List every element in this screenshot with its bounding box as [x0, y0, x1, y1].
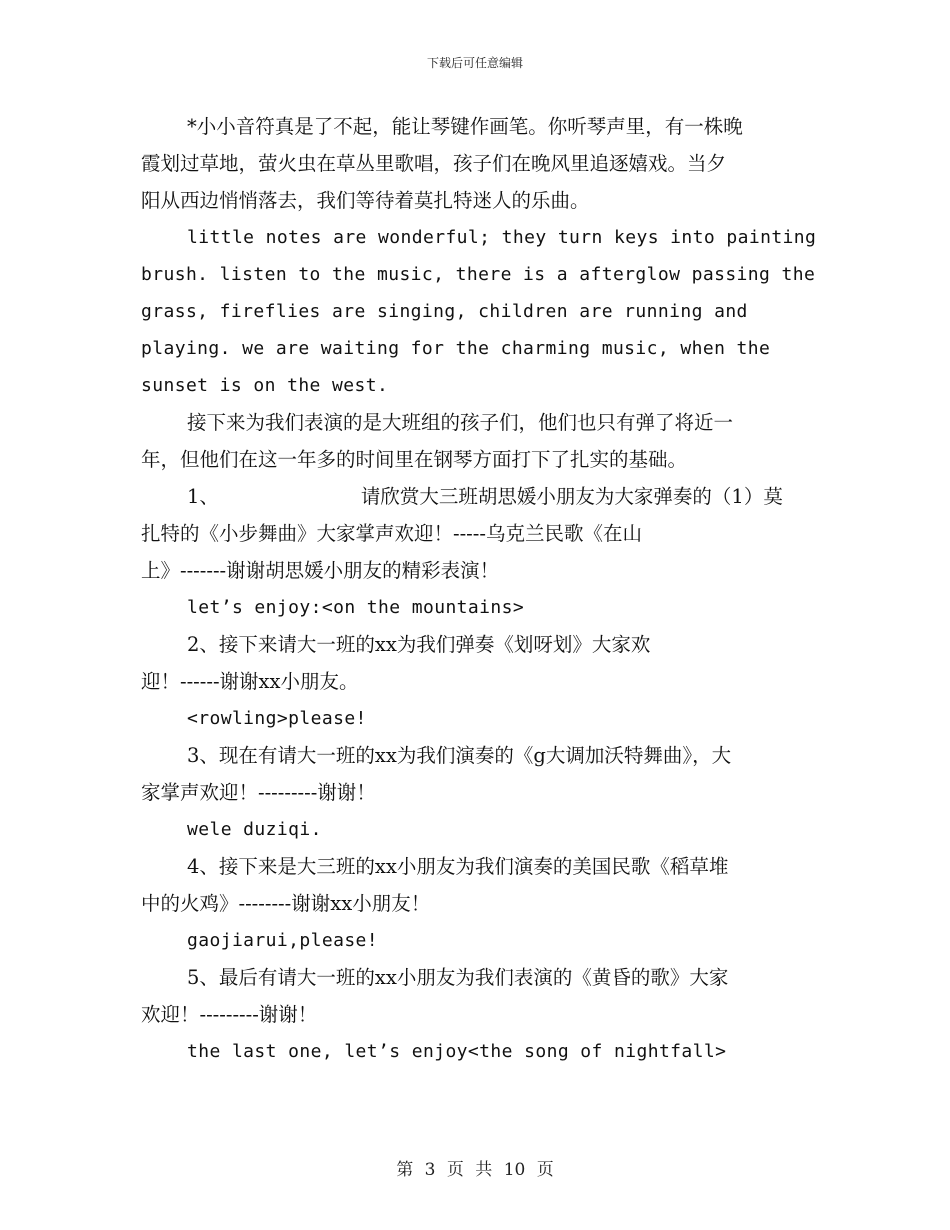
english-line: brush. listen to the music, there is a afterglow passing the [141, 264, 816, 285]
paragraph-line: *小小音符真是了不起，能让琴键作画笔。你听琴声里，有一株晚 [187, 115, 743, 138]
paragraph-line: 接下来为我们表演的是大班组的孩子们，他们也只有弹了将近一 [187, 411, 734, 434]
english-line: playing. we are waiting for the charming music, when the [141, 338, 771, 359]
paragraph-line: 年，但他们在这一年多的时间里在钢琴方面打下了扎实的基础。 [141, 448, 688, 471]
paragraph-line: 中的火鸡》--------谢谢xx小朋友！ [141, 892, 431, 915]
item-number: 1、 [187, 485, 219, 508]
program-item-2: 2、接下来请大一班的xx为我们弹奏《划呀划》大家欢 [187, 633, 651, 656]
program-item-3: 3、现在有请大一班的xx为我们演奏的《g大调加沃特舞曲》，大 [187, 744, 732, 767]
paragraph-line: 扎特的《小步舞曲》大家掌声欢迎！-----乌克兰民歌《在山 [141, 522, 642, 545]
english-line: wele duziqi. [187, 819, 322, 840]
paragraph-line: 阳从西边悄悄落去，我们等待着莫扎特迷人的乐曲。 [141, 189, 590, 212]
paragraph-line: 家掌声欢迎！---------谢谢！ [141, 781, 376, 804]
english-line: let’s enjoy:<on the mountains> [187, 597, 525, 618]
english-line: gaojiarui,please! [187, 930, 379, 951]
english-line: little notes are wonderful; they turn keys into painting [187, 227, 817, 248]
english-line: the last one, let’s enjoy<the song of nightfall> [187, 1041, 727, 1062]
paragraph-line: 迎！------谢谢xx小朋友。 [141, 670, 359, 693]
page-header: 下载后可任意编辑 [426, 56, 523, 70]
english-line: grass, fireflies are singing, children are running and [141, 301, 748, 322]
page-footer: 第 3 页 共 10 页 [396, 1160, 554, 1180]
item-text: 请欣赏大三班胡思媛小朋友为大家弹奏的（1）莫 [360, 485, 783, 508]
paragraph-line: 上》-------谢谢胡思媛小朋友的精彩表演！ [141, 559, 500, 582]
document-body [141, 108, 817, 1070]
paragraph-line: 欢迎！---------谢谢！ [141, 1003, 318, 1026]
english-line: sunset is on the west. [141, 375, 389, 396]
paragraph-line: 霞划过草地，萤火虫在草丛里歌唱，孩子们在晚风里追逐嬉戏。当夕 [141, 152, 727, 175]
program-item-1 [141, 478, 813, 515]
english-line: <rowling>please! [187, 708, 367, 729]
program-item-5: 5、最后有请大一班的xx小朋友为我们表演的《黄昏的歌》大家 [187, 966, 729, 989]
program-item-4: 4、接下来是大三班的xx小朋友为我们演奏的美国民歌《稻草堆 [187, 855, 729, 878]
